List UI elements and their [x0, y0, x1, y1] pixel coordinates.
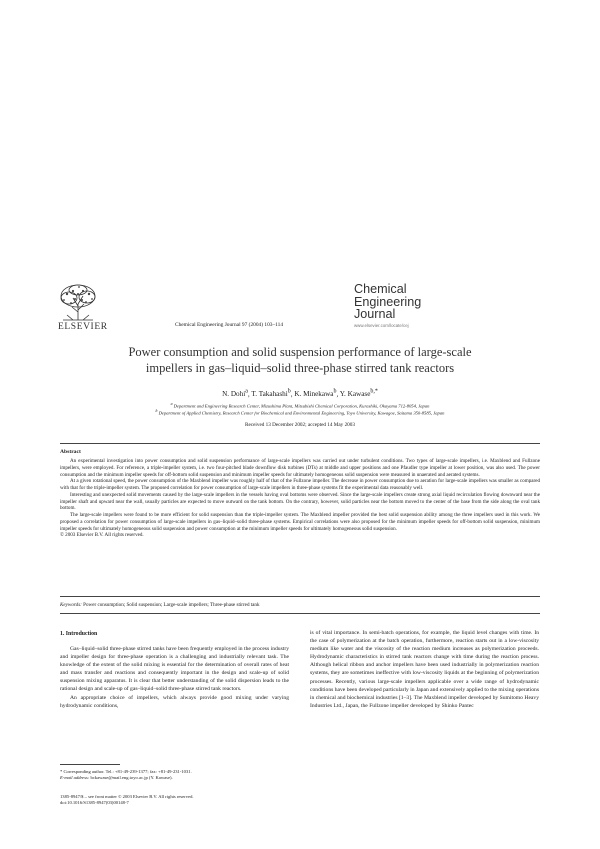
- affiliation: $^a$ Department and Engineering Research Center, Mizushima Plant, Mitsubishi Chemical Corporation, Kurashiki, Okayama 712-8054, Japan: [170, 402, 430, 409]
- doi-link[interactable]: doi:10.1016/S1385-8947(03)00148-7: [60, 799, 129, 805]
- elsevier-tree-logo: [53, 282, 103, 322]
- author[interactable]: T. Takahashi$^b$: [251, 389, 291, 399]
- divider: [60, 443, 540, 444]
- abstract-paragraph: Interesting and unexpected solid movements caused by the large-scale impellers in the vessels having oval bottoms were observed. Since the large-scale impellers create strong axial liquid recirculation flowing downward near the impeller shaft and upward near the wall, usually particles are expected to move outward on the tank bottom. On the contrary, however, solid particles near the bottom moved to the center of the base from the side along the oval tank bottom.: [60, 491, 540, 512]
- article-title-line: impellers in gas–liquid–solid three-phase stirred tank reactors: [145, 360, 455, 375]
- affiliations: [60, 402, 540, 416]
- received-dates: Received 13 December 2002; accepted 14 May 2003: [245, 422, 355, 428]
- abstract-paragraph: An experimental investigation into power consumption and solid suspension performance of large-scale impellers was carried out under turbulent conditions. Two types of large-scale impellers, i.e. Maxblend and Fullzone impellers, were employed. For reference, a triple-impeller system, i.e. two four-pitched blade downflow disk turbines (DTs) at middle and upper positions and one Pfaudler type impeller at lower position, was also used. The power consumption and the minimum impeller speeds for off-bottom solid suspension and minimum impeller speeds for ultimately homogeneous solid suspension were measured in unaerated and aerated systems.: [60, 458, 540, 478]
- abstract-paragraph: At a given rotational speed, the power consumption of the Maxblend impeller was roughly half of that of the Fullzone impeller. The decrease in power consumption due to aeration for large-scale impellers was smaller as compared with that for the triple-impeller system. The proposed correlation for power consumption of large-scale impellers in three-phase systems fit the experimental data reasonably well.: [60, 478, 540, 491]
- journal-brand-line: Engineering: [354, 294, 422, 309]
- copyright-line: © 2003 Elsevier B.V. All rights reserved.: [60, 532, 144, 539]
- author[interactable]: K. Minekawa$^b$: [294, 389, 337, 399]
- journal-url[interactable]: www.elsevier.com/locate/cej: [354, 323, 409, 328]
- right-column: [310, 629, 539, 710]
- author-list: N. Dohi$^a$, T. Takahashi$^b$, K. Minekawa$^b$, Y. Kawase$^{b,*}$: [222, 389, 378, 399]
- article-title-line: Power consumption and solid suspension performance of large-scale: [128, 345, 472, 359]
- author[interactable]: Y. Kawase$^{b,*}$: [339, 389, 378, 399]
- issn-line: 1385-8947/$ – see front matter © 2003 Elsevier B.V. All rights reserved.: [60, 794, 194, 799]
- abstract-paragraph: The large-scale impellers were found to be more efficient for solid suspension than the triple-impeller system. The Maxblend impeller provided the best solid suspension ability among the three impellers used in this work. We proposed a correlation for power consumption of large-scale impellers in gas–liquid–solid three-phase systems. Empirical correlations were also proposed for the minimum impeller speeds for off-bottom solid suspension, minimum impeller speeds for ultimately homogeneous solid suspension and power consumption at the minimum impeller speeds for ultimately homogeneous solid suspension.: [60, 512, 540, 532]
- journal-brand-line: Journal: [354, 307, 396, 322]
- divider: [60, 596, 540, 597]
- publisher-name: ELSEVIER: [58, 322, 108, 332]
- keywords-list: Power consumption; Solid suspension; Large-scale impellers; Three-phase stirred tank: [83, 602, 260, 608]
- author[interactable]: N. Dohi$^a$: [222, 389, 248, 399]
- abstract-body: [60, 458, 540, 539]
- affiliation: $^b$ Department of Applied Chemistry, Research Center for Biochemical and Environmental Engineering, Toyo University, Kawagoe, Saitama 350-8585, Japan: [155, 409, 445, 416]
- divider: [60, 613, 540, 614]
- issn-block: [60, 794, 289, 805]
- paragraph: An appropriate choice of impellers, which always provide good mixing under varying hydrodynamic conditions,: [60, 694, 289, 709]
- journal-reference: Chemical Engineering Journal 97 (2004) 103–114: [175, 322, 284, 328]
- journal-brand-line: Chemical: [354, 282, 407, 296]
- email-link[interactable]: bckawase@mail.eng.toyo.ac.jp (Y. Kawase).: [90, 774, 173, 780]
- email-line: E-mail address: bckawase@mail.eng.toyo.ac.jp (Y. Kawase).: [60, 774, 173, 780]
- corresponding-author-note: * Corresponding author. Tel.: +81-49-239-1377; fax: +81-49-231-1031.: [60, 769, 192, 774]
- keywords-line: [60, 602, 540, 608]
- article-title: [60, 345, 540, 376]
- footnote-rule: [60, 764, 120, 765]
- section-heading: 1. Introduction: [60, 631, 98, 637]
- journal-brand: [354, 283, 421, 321]
- paragraph: Gas–liquid–solid three-phase stirred tanks have been frequently employed in the process industry and impeller design for three-phase operation is a challenging and industrially relevant task. The knowledge of the extent of the solid mixing is essential for the determination of overall rates of heat and mass transfer and reactions and consequently important in the design and scale-up of solid suspension mixing apparatus. It is clear that better understanding of the solid dispersion leads to the rational design and scale-up of gas–liquid–solid three-phase stirred tank reactors.: [60, 646, 289, 693]
- paragraph: is of vital importance. In semi-batch operations, for example, the liquid level changes with time. In the case of polymerization at the batch operation, furthermore, reaction starts out in a low-viscosity medium like water and the viscosity of the reaction medium increases as polymerization proceeds. Hydrodynamic characteristics in stirred tank reactors change with time during the reaction process. Although helical ribbon and anchor impellers have been used industrially in polymerization reaction systems, they are sometimes ineffective with low-viscosity liquids at the beginning of polymerization processes. Recently, various large-scale impellers applicable over a wide range of hydrodynamic conditions have been developed particularly in Japan and extensively applied to the mixing operations in chemical and biochemical industries [1–3]. The Maxblend impeller developed by Sumitomo Heavy Industries Ltd., Japan, the Fullzone impeller developed by Shinko Pantec: [310, 630, 539, 709]
- abstract-heading: Abstract: [60, 449, 81, 455]
- footnote: [60, 769, 289, 780]
- left-column: [60, 645, 289, 710]
- keywords-label: Keywords:: [60, 602, 82, 608]
